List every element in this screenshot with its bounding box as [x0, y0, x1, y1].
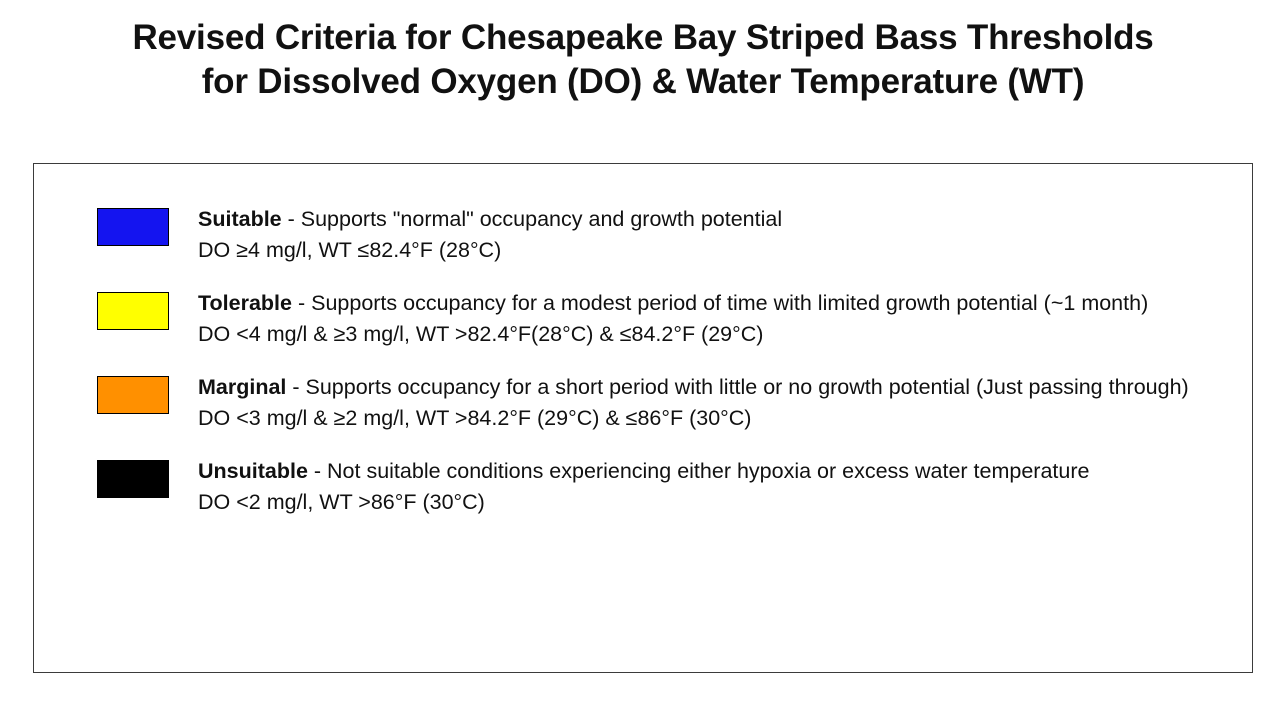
legend-description: - Supports "normal" occupancy and growth potential — [281, 207, 783, 231]
page-title-line-2: for Dissolved Oxygen (DO) & Water Temperature (WT) — [201, 61, 1085, 101]
legend-item-text — [198, 372, 1189, 433]
legend-detail: DO <3 mg/l & ≥2 mg/l, WT >84.2°F (29°C) & ≤86°F (30°C) — [198, 405, 752, 430]
legend-description: - Not suitable conditions experiencing either hypoxia or excess water temperature — [307, 459, 1090, 484]
legend-detail: DO <4 mg/l & ≥3 mg/l, WT >82.4°F(28°C) & ≤84.2°F (29°C) — [198, 321, 764, 346]
legend-panel — [33, 163, 1253, 673]
page-title — [0, 0, 1286, 104]
color-swatch-suitable — [97, 208, 169, 246]
legend-term: Tolerable — [198, 291, 292, 316]
legend-item-text — [198, 456, 1089, 517]
legend-item-text — [198, 288, 1148, 349]
legend-description: - Supports occupancy for a modest period of time with limited growth potential (~1 month) — [292, 291, 1149, 316]
legend-detail: DO <2 mg/l, WT >86°F (30°C) — [198, 489, 485, 514]
legend-detail: DO ≥4 mg/l, WT ≤82.4°F (28°C) — [198, 237, 502, 262]
legend-item-unsuitable — [64, 456, 1222, 517]
legend-item-tolerable — [64, 288, 1222, 349]
color-swatch-unsuitable — [97, 460, 169, 498]
legend-term: Unsuitable — [198, 459, 308, 484]
legend-term: Marginal — [198, 375, 287, 400]
legend-item-suitable — [64, 204, 1222, 265]
color-swatch-tolerable — [97, 292, 169, 330]
legend-item-marginal — [64, 372, 1222, 433]
page-title-line-1: Revised Criteria for Chesapeake Bay Striped Bass Thresholds — [132, 18, 1154, 57]
color-swatch-marginal — [97, 376, 169, 414]
legend-term: Suitable — [198, 207, 282, 231]
legend-item-text — [198, 204, 782, 265]
legend-description: - Supports occupancy for a short period with little or no growth potential (Just passing through) — [286, 375, 1189, 400]
